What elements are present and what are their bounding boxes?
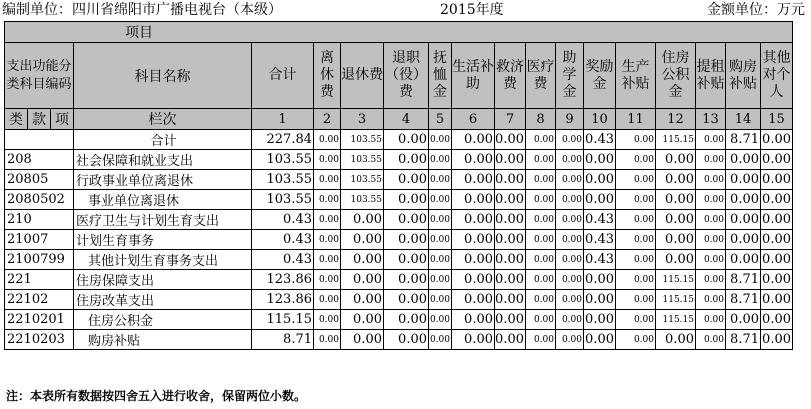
compiling-unit: 编制单位：四川省绵阳市广播电视台（本级） [2, 2, 282, 18]
amount-cell: 0.00 [696, 310, 726, 330]
amount-cell: 8.71 [726, 290, 761, 310]
amount-cell: 0.00 [341, 270, 384, 290]
amount-cell: 0.00 [556, 250, 584, 270]
amount-cell: 0.00 [429, 190, 452, 210]
amount-cell: 8.71 [726, 130, 761, 150]
column-index: 12 [656, 109, 696, 130]
subject-name: 购房补贴 [74, 330, 252, 350]
amount-cell: 0.00 [696, 330, 726, 350]
amount-cell: 0.00 [314, 230, 341, 250]
amount-cell: 0.00 [761, 290, 793, 310]
amount-cell: 0.00 [452, 150, 495, 170]
amount-cell: 0.00 [616, 170, 656, 190]
amount-cell: 0.00 [429, 130, 452, 150]
amount-cell: 0.00 [696, 130, 726, 150]
amount-cell: 115.15 [656, 130, 696, 150]
amount-cell: 0.00 [526, 130, 556, 150]
amount-cell: 0.00 [314, 310, 341, 330]
subject-code: 22102 [5, 290, 74, 310]
table-row [5, 130, 793, 150]
amount-cell: 103.55 [341, 190, 384, 210]
amount-cell: 0.00 [761, 250, 793, 270]
amount-cell: 0.00 [556, 210, 584, 230]
amount-cell: 0.00 [526, 270, 556, 290]
amount-cell: 0.00 [314, 190, 341, 210]
amount-cell: 0.00 [526, 250, 556, 270]
subject-code: 20805 [5, 170, 74, 190]
amount-cell: 0.00 [656, 170, 696, 190]
table-row [5, 210, 793, 230]
amount-cell: 0.00 [556, 330, 584, 350]
amount-cell: 0.00 [696, 150, 726, 170]
amount-cell: 0.00 [726, 150, 761, 170]
column-header: 住房公积金 [656, 43, 696, 109]
amount-cell: 0.00 [452, 250, 495, 270]
amount-cell: 103.55 [341, 170, 384, 190]
column-index: 13 [696, 109, 726, 130]
amount-cell: 0.00 [341, 250, 384, 270]
amount-cell: 227.84 [252, 130, 314, 150]
subject-name: 社会保障和就业支出 [74, 150, 252, 170]
amount-cell: 0.00 [429, 150, 452, 170]
amount-cell: 0.00 [341, 230, 384, 250]
amount-cell: 0.43 [584, 230, 616, 250]
amount-cell: 0.00 [384, 290, 429, 310]
amount-cell: 103.55 [341, 150, 384, 170]
amount-cell: 0.00 [761, 150, 793, 170]
subject-name-header: 科目名称 [74, 43, 252, 109]
subject-name: 事业单位离退休 [74, 190, 252, 210]
kuan-header: 款 [28, 109, 51, 130]
amount-cell: 0.00 [556, 150, 584, 170]
amount-cell: 0.00 [761, 130, 793, 150]
xiang-header: 项 [51, 109, 74, 130]
amount-cell: 0.00 [584, 270, 616, 290]
subject-name: 住房改革支出 [74, 290, 252, 310]
amount-cell: 0.43 [584, 130, 616, 150]
amount-cell: 0.00 [495, 150, 526, 170]
column-header: 生活补助 [452, 43, 495, 109]
amount-cell: 0.00 [314, 170, 341, 190]
amount-cell: 0.00 [341, 330, 384, 350]
amount-cell: 0.00 [616, 310, 656, 330]
table-row [5, 250, 793, 270]
column-index: 3 [341, 109, 384, 130]
footnote: 注：本表所有数据按四舍五入进行收舍，保留两位小数。 [6, 389, 307, 403]
amount-cell: 0.00 [556, 130, 584, 150]
amount-cell: 0.00 [726, 250, 761, 270]
amount-cell: 0.00 [696, 290, 726, 310]
amount-cell: 0.00 [696, 250, 726, 270]
amount-cell: 115.15 [252, 310, 314, 330]
subject-name: 其他计划生育事务支出 [74, 250, 252, 270]
amount-cell: 0.00 [429, 330, 452, 350]
amount-cell: 0.00 [429, 170, 452, 190]
amount-cell: 0.00 [384, 230, 429, 250]
amount-cell: 0.00 [314, 290, 341, 310]
amount-cell: 0.00 [761, 190, 793, 210]
amount-cell: 0.00 [584, 190, 616, 210]
amount-cell: 0.00 [384, 270, 429, 290]
amount-cell: 103.55 [252, 150, 314, 170]
amount-cell: 0.00 [452, 290, 495, 310]
amount-cell: 0.00 [429, 210, 452, 230]
column-index: 14 [726, 109, 761, 130]
column-index: 1 [252, 109, 314, 130]
column-index: 11 [616, 109, 656, 130]
subject-code: 2210201 [5, 310, 74, 330]
table-row [5, 310, 793, 330]
amount-cell: 0.00 [384, 190, 429, 210]
column-header: 奖励金 [584, 43, 616, 109]
column-header: 购房补贴 [726, 43, 761, 109]
subject-code: 2100799 [5, 250, 74, 270]
amount-cell: 0.00 [314, 330, 341, 350]
column-index: 10 [584, 109, 616, 130]
amount-cell: 0.00 [616, 270, 656, 290]
amount-cell: 0.00 [526, 230, 556, 250]
subject-code: 221 [5, 270, 74, 290]
amount-cell: 0.00 [452, 270, 495, 290]
amount-cell: 0.00 [584, 290, 616, 310]
amount-cell: 0.00 [384, 210, 429, 230]
amount-cell: 0.00 [726, 310, 761, 330]
amount-cell: 0.00 [495, 210, 526, 230]
amount-cell: 0.00 [656, 210, 696, 230]
amount-cell: 0.00 [556, 290, 584, 310]
amount-cell: 103.55 [252, 190, 314, 210]
item-header: 项目 [5, 22, 793, 43]
subject-code [5, 130, 74, 150]
amount-cell: 0.00 [495, 310, 526, 330]
amount-cell: 0.00 [526, 330, 556, 350]
amount-cell: 0.00 [726, 230, 761, 250]
amount-cell: 0.00 [556, 230, 584, 250]
amount-cell: 0.00 [656, 330, 696, 350]
amount-cell: 0.00 [452, 130, 495, 150]
amount-cell: 0.00 [526, 150, 556, 170]
column-index: 15 [761, 109, 793, 130]
amount-cell: 0.00 [314, 130, 341, 150]
column-header: 提租补贴 [696, 43, 726, 109]
amount-cell: 0.00 [616, 130, 656, 150]
amount-cell: 0.00 [616, 230, 656, 250]
amount-cell: 0.00 [452, 230, 495, 250]
column-header: 离休费 [314, 43, 341, 109]
column-header: 生产补贴 [616, 43, 656, 109]
amount-cell: 0.00 [314, 210, 341, 230]
amount-cell: 0.00 [495, 130, 526, 150]
table-row [5, 230, 793, 250]
amount-cell: 0.00 [696, 230, 726, 250]
report-year: 2015年度 [440, 2, 504, 18]
column-header: 助学金 [556, 43, 584, 109]
amount-cell: 0.00 [429, 270, 452, 290]
amount-cell: 0.00 [616, 330, 656, 350]
amount-cell: 0.00 [341, 310, 384, 330]
amount-cell: 0.00 [429, 250, 452, 270]
table-row [5, 270, 793, 290]
subject-code: 2210203 [5, 330, 74, 350]
expenditure-table [4, 21, 793, 350]
amount-cell: 0.00 [616, 210, 656, 230]
amount-cell: 103.55 [341, 130, 384, 150]
amount-cell: 0.43 [252, 250, 314, 270]
amount-cell: 0.00 [696, 270, 726, 290]
amount-cell: 0.00 [761, 170, 793, 190]
table-row [5, 150, 793, 170]
column-index: 6 [452, 109, 495, 130]
amount-cell: 0.00 [452, 170, 495, 190]
amount-cell: 0.00 [429, 290, 452, 310]
amount-cell: 0.00 [384, 150, 429, 170]
subject-name: 住房保障支出 [74, 270, 252, 290]
column-header: 退职（役）费 [384, 43, 429, 109]
amount-cell: 0.00 [726, 210, 761, 230]
amount-cell: 0.00 [314, 270, 341, 290]
amount-cell: 0.00 [761, 210, 793, 230]
column-index: 5 [429, 109, 452, 130]
amount-cell: 0.00 [384, 130, 429, 150]
table-row [5, 190, 793, 210]
amount-cell: 0.00 [314, 250, 341, 270]
amount-cell: 0.00 [616, 150, 656, 170]
amount-cell: 0.00 [616, 190, 656, 210]
amount-unit: 金额单位：万元 [707, 2, 805, 18]
amount-cell: 0.00 [495, 290, 526, 310]
amount-cell: 0.00 [656, 150, 696, 170]
amount-cell: 123.86 [252, 290, 314, 310]
subject-name: 合计 [74, 130, 252, 150]
amount-cell: 0.00 [616, 250, 656, 270]
amount-cell: 0.00 [556, 190, 584, 210]
amount-cell: 0.00 [452, 190, 495, 210]
amount-cell: 0.00 [556, 310, 584, 330]
amount-cell: 115.15 [656, 270, 696, 290]
column-header: 救济费 [495, 43, 526, 109]
column-index: 9 [556, 109, 584, 130]
amount-cell: 0.00 [656, 250, 696, 270]
subject-code: 21007 [5, 230, 74, 250]
amount-cell: 0.00 [656, 230, 696, 250]
subject-name: 住房公积金 [74, 310, 252, 330]
amount-cell: 0.00 [341, 210, 384, 230]
amount-cell: 0.00 [384, 250, 429, 270]
amount-cell: 0.00 [616, 290, 656, 310]
amount-cell: 0.00 [384, 330, 429, 350]
lanci-header: 栏次 [74, 109, 252, 130]
amount-cell: 0.00 [526, 170, 556, 190]
amount-cell: 0.00 [429, 310, 452, 330]
subject-name: 计划生育事务 [74, 230, 252, 250]
table-row [5, 330, 793, 350]
amount-cell: 0.00 [526, 190, 556, 210]
amount-cell: 0.00 [656, 190, 696, 210]
subject-code: 2080502 [5, 190, 74, 210]
amount-cell: 0.00 [696, 170, 726, 190]
amount-cell: 0.00 [584, 310, 616, 330]
amount-cell: 0.00 [761, 270, 793, 290]
subject-name: 行政事业单位离退休 [74, 170, 252, 190]
amount-cell: 115.15 [656, 310, 696, 330]
table-row [5, 170, 793, 190]
column-header: 医疗费 [526, 43, 556, 109]
amount-cell: 0.00 [314, 150, 341, 170]
amount-cell: 0.00 [429, 230, 452, 250]
amount-cell: 0.00 [495, 330, 526, 350]
table-row [5, 290, 793, 310]
column-header: 抚恤金 [429, 43, 452, 109]
amount-cell: 0.43 [584, 250, 616, 270]
amount-cell: 0.43 [584, 210, 616, 230]
amount-cell: 0.00 [495, 170, 526, 190]
amount-cell: 8.71 [252, 330, 314, 350]
amount-cell: 0.00 [495, 270, 526, 290]
amount-cell: 0.00 [452, 330, 495, 350]
amount-cell: 123.86 [252, 270, 314, 290]
column-header: 其他对个人 [761, 43, 793, 109]
amount-cell: 0.43 [252, 210, 314, 230]
amount-cell: 0.00 [726, 170, 761, 190]
column-index: 8 [526, 109, 556, 130]
amount-cell: 0.00 [384, 310, 429, 330]
lei-header: 类 [5, 109, 28, 130]
amount-cell: 0.00 [761, 230, 793, 250]
amount-cell: 0.00 [726, 190, 761, 210]
amount-cell: 8.71 [726, 330, 761, 350]
amount-cell: 0.00 [526, 290, 556, 310]
report-header [0, 0, 811, 21]
amount-cell: 0.00 [341, 290, 384, 310]
column-header: 退休费 [341, 43, 384, 109]
amount-cell: 0.00 [384, 170, 429, 190]
amount-cell: 0.00 [526, 210, 556, 230]
amount-cell: 0.00 [452, 310, 495, 330]
column-index: 4 [384, 109, 429, 130]
amount-cell: 0.00 [452, 210, 495, 230]
amount-cell: 0.00 [696, 210, 726, 230]
function-code-header: 支出功能分类科目编码 [5, 43, 74, 109]
subject-name: 医疗卫生与计划生育支出 [74, 210, 252, 230]
amount-cell: 0.00 [584, 330, 616, 350]
column-index: 7 [495, 109, 526, 130]
amount-cell: 0.00 [556, 170, 584, 190]
amount-cell: 115.15 [656, 290, 696, 310]
subject-code: 210 [5, 210, 74, 230]
column-header: 合计 [252, 43, 314, 109]
subject-code: 208 [5, 150, 74, 170]
amount-cell: 0.00 [584, 150, 616, 170]
amount-cell: 8.71 [726, 270, 761, 290]
amount-cell: 0.00 [761, 330, 793, 350]
column-index: 2 [314, 109, 341, 130]
amount-cell: 0.00 [495, 190, 526, 210]
amount-cell: 0.00 [556, 270, 584, 290]
amount-cell: 0.00 [526, 310, 556, 330]
amount-cell: 0.00 [495, 230, 526, 250]
amount-cell: 0.00 [584, 170, 616, 190]
amount-cell: 103.55 [252, 170, 314, 190]
amount-cell: 0.00 [696, 190, 726, 210]
amount-cell: 0.00 [495, 250, 526, 270]
amount-cell: 0.00 [761, 310, 793, 330]
amount-cell: 0.43 [252, 230, 314, 250]
